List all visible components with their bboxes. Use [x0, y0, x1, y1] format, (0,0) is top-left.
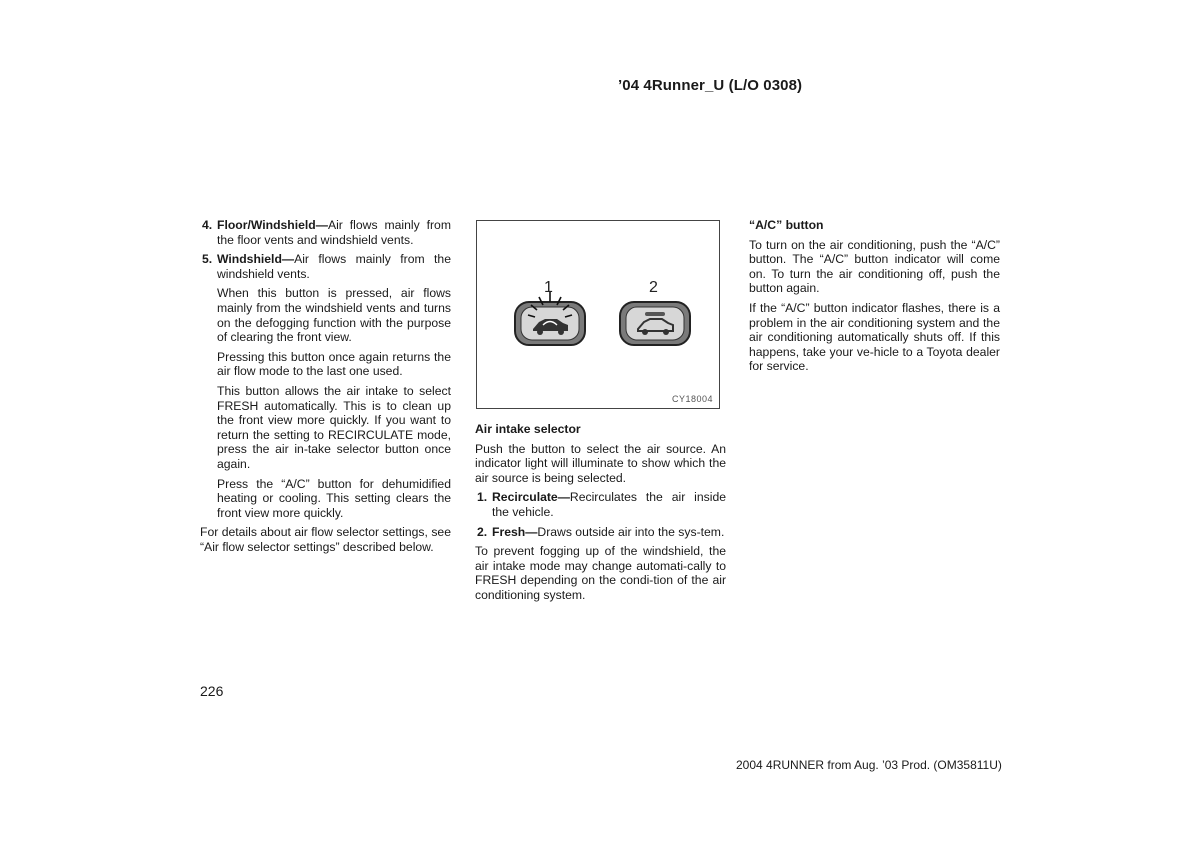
footer-text: 2004 4RUNNER from Aug. ’03 Prod. (OM35811U): [736, 758, 1002, 772]
item-number: 4.: [202, 218, 213, 232]
item-text: Draws outside air into the sys-tem.: [537, 524, 725, 539]
item-number: 5.: [202, 252, 213, 267]
button-2-label: 2: [649, 279, 658, 296]
column-right: [749, 218, 1000, 379]
item-text: Air flows mainly from the windshield vents.: [217, 252, 451, 281]
paragraph: Push the button to select the air source. An indicator light will illuminate to show which the air source is being selected.: [475, 441, 726, 485]
page-number: 226: [200, 683, 224, 699]
button-1-label: 1: [544, 279, 553, 296]
recirculate-icon: [515, 292, 585, 345]
list-item-fresh: [475, 525, 726, 540]
paragraph: Press the “A/C” button for dehumidified heating or cooling. This setting clears the front view more quickly.: [217, 476, 451, 520]
item-term: Windshield—: [217, 252, 295, 267]
item-number: 1.: [477, 490, 488, 505]
figure-code: CY18004: [671, 394, 713, 404]
section-heading-ac-button: “A/C” button: [749, 218, 824, 232]
item-term: Fresh—: [492, 524, 538, 539]
item-term: Floor/Windshield—: [217, 218, 328, 232]
paragraph: When this button is pressed, air flows mainly from the windshield vents and turns on the defogging function with the purpose of clearing the front view.: [217, 286, 451, 345]
air-intake-buttons-illustration: [477, 221, 721, 410]
paragraph: To prevent fogging up of the windshield, the air intake mode may change automati-cally to FRESH depending on the condi-tion of the air conditioning system.: [475, 544, 726, 602]
footnote-paragraph: For details about air flow selector settings, see “Air flow selector settings” described below.: [200, 525, 451, 554]
list-item-windshield: [200, 252, 451, 281]
document-code-header: ’04 4Runner_U (L/O 0308): [618, 77, 803, 94]
item-number: 2.: [477, 524, 488, 539]
paragraph: To turn on the air conditioning, push the “A/C” button. The “A/C” button indicator will come on. To turn the air conditioning off, push the button again.: [749, 237, 1000, 296]
air-intake-figure: [476, 220, 720, 409]
paragraph: This button allows the air intake to select FRESH automatically. This is to clean up the front view more quickly. If you want to return the setting to RECIRCULATE mode, press the air in-take selector button once again.: [217, 383, 451, 471]
column-middle: [475, 422, 726, 608]
list-item-recirculate: [475, 490, 726, 519]
fresh-air-icon: [620, 302, 690, 345]
column-left: [200, 218, 451, 559]
section-heading-air-intake: Air intake selector: [475, 422, 581, 436]
paragraph: Pressing this button once again returns the air flow mode to the last one used.: [217, 349, 451, 379]
item-text: Air flows mainly from the floor vents and windshield vents.: [217, 218, 451, 247]
paragraph: If the “A/C” button indicator flashes, there is a problem in the air conditioning system and the air conditioning automatically shuts off. If this happens, take your ve-hicle to a Toyota dealer for service.: [749, 300, 1000, 374]
item-term: Recirculate—: [492, 490, 570, 505]
item-text: Recirculates the air inside the vehicle.: [492, 490, 726, 519]
list-item-floor-windshield: [200, 218, 451, 247]
